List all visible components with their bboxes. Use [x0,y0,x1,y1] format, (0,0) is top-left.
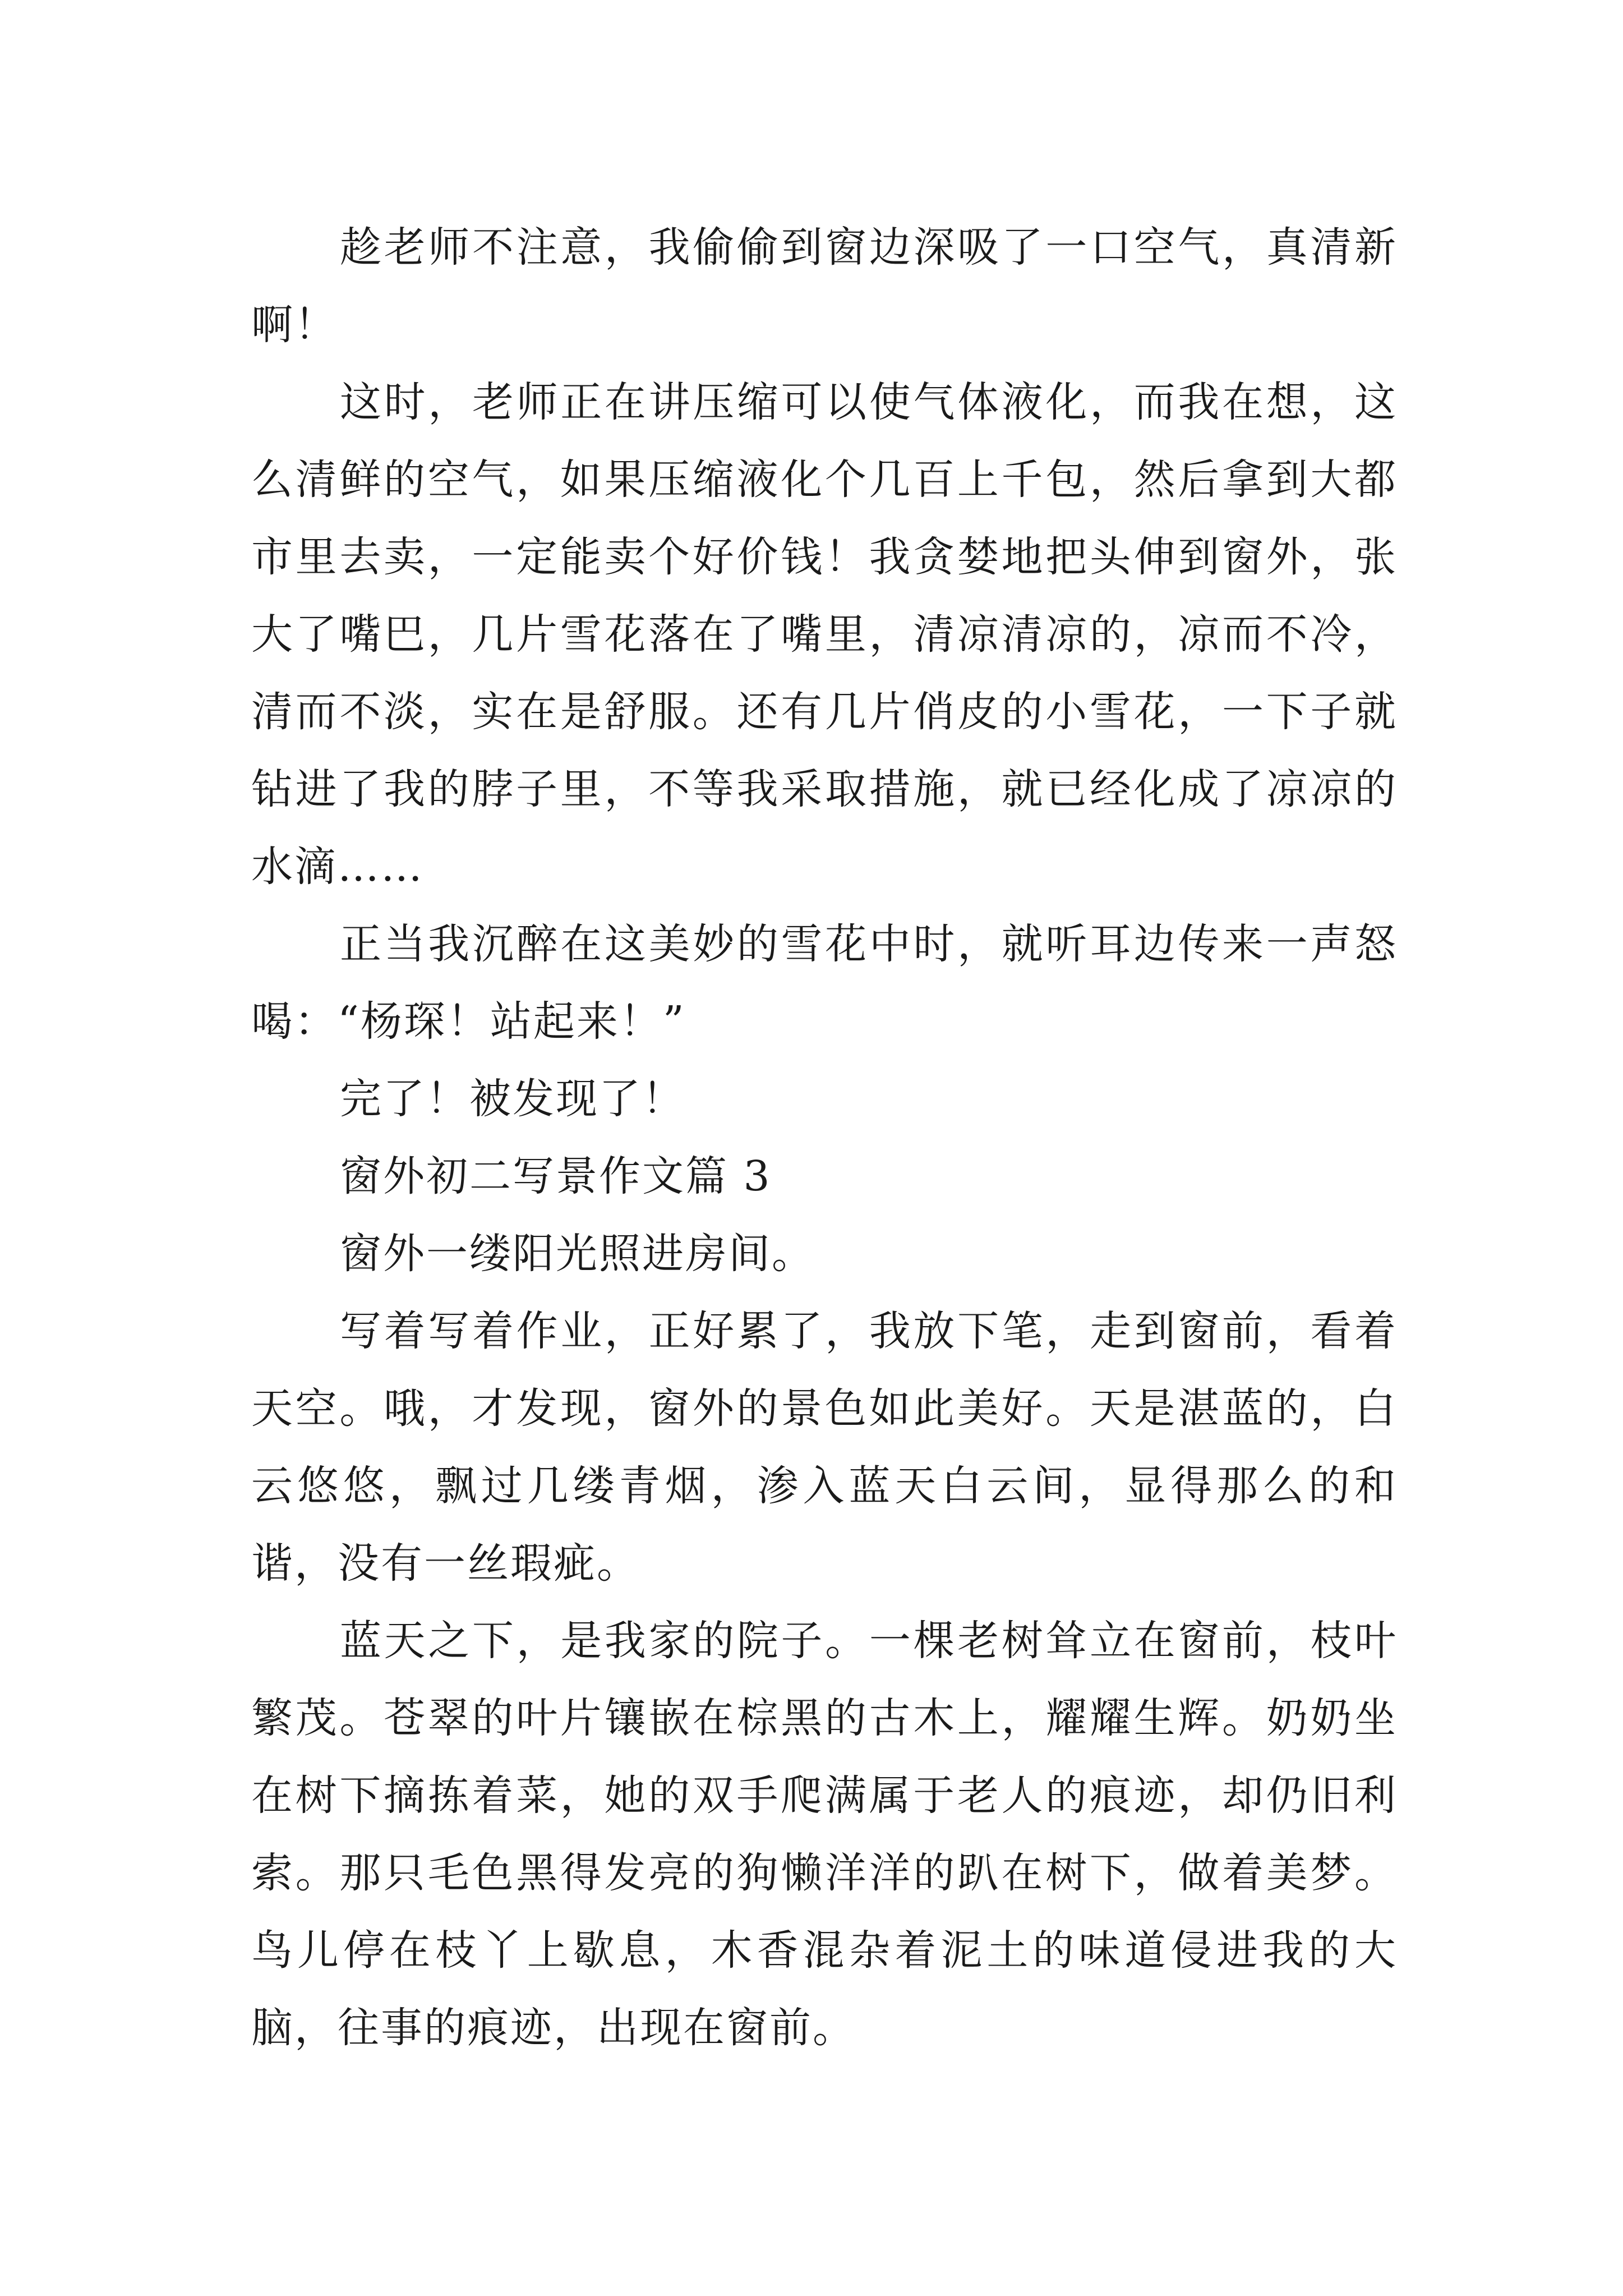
section-heading: 窗外初二写景作文篇 3 [340,1152,772,1200]
paragraph-5: 窗外一缕阳光照进房间。 [340,1230,815,1278]
paragraph-1: 趁老师不注意，我偷偷到窗边深吸了一口空气，真清新啊！ [251,223,1398,349]
paragraph-2: 这时，老师正在讲压缩可以使气体液化，而我在想，这么清鲜的空气，如果压缩液化个几百上千包，然后拿到大都市里去卖，一定能卖个好价钱！我贪婪地把头伸到窗外，张大了嘴巴，几片雪花落在了嘴里，清凉清凉的，凉而不冷，清而不淡，实在是舒服。还有几片俏皮的小雪花，一下子就钻进了我的脖子里，不等我采取措施，就已经化成了凉凉的水滴…… [251,378,1398,891]
paragraph-4: 完了！被发现了！ [340,1075,685,1123]
paragraph-3: 正当我沉醉在这美妙的雪花中时，就听耳边传来一声怒喝：“杨琛！站起来！” [251,920,1398,1046]
paragraph-7: 蓝天之下，是我家的院子。一棵老树耸立在窗前，枝叶繁茂。苍翠的叶片镶嵌在棕黑的古木上，耀耀生辉。奶奶坐在树下摘拣着菜，她的双手爬满属于老人的痕迹，却仍旧利索。那只毛色黑得发亮的狗懒洋洋的趴在树下，做着美梦。鸟儿停在枝丫上歇息，木香混杂着泥土的味道侵进我的大脑，往事的痕迹，出现在窗前。 [251,1617,1398,2052]
document-body [251,209,1398,2067]
paragraph-6: 写着写着作业，正好累了，我放下笔，走到窗前，看着天空。哦，才发现，窗外的景色如此美好。天是湛蓝的，白云悠悠，飘过几缕青烟，渗入蓝天白云间，显得那么的和谐，没有一丝瑕疵。 [251,1307,1398,1588]
